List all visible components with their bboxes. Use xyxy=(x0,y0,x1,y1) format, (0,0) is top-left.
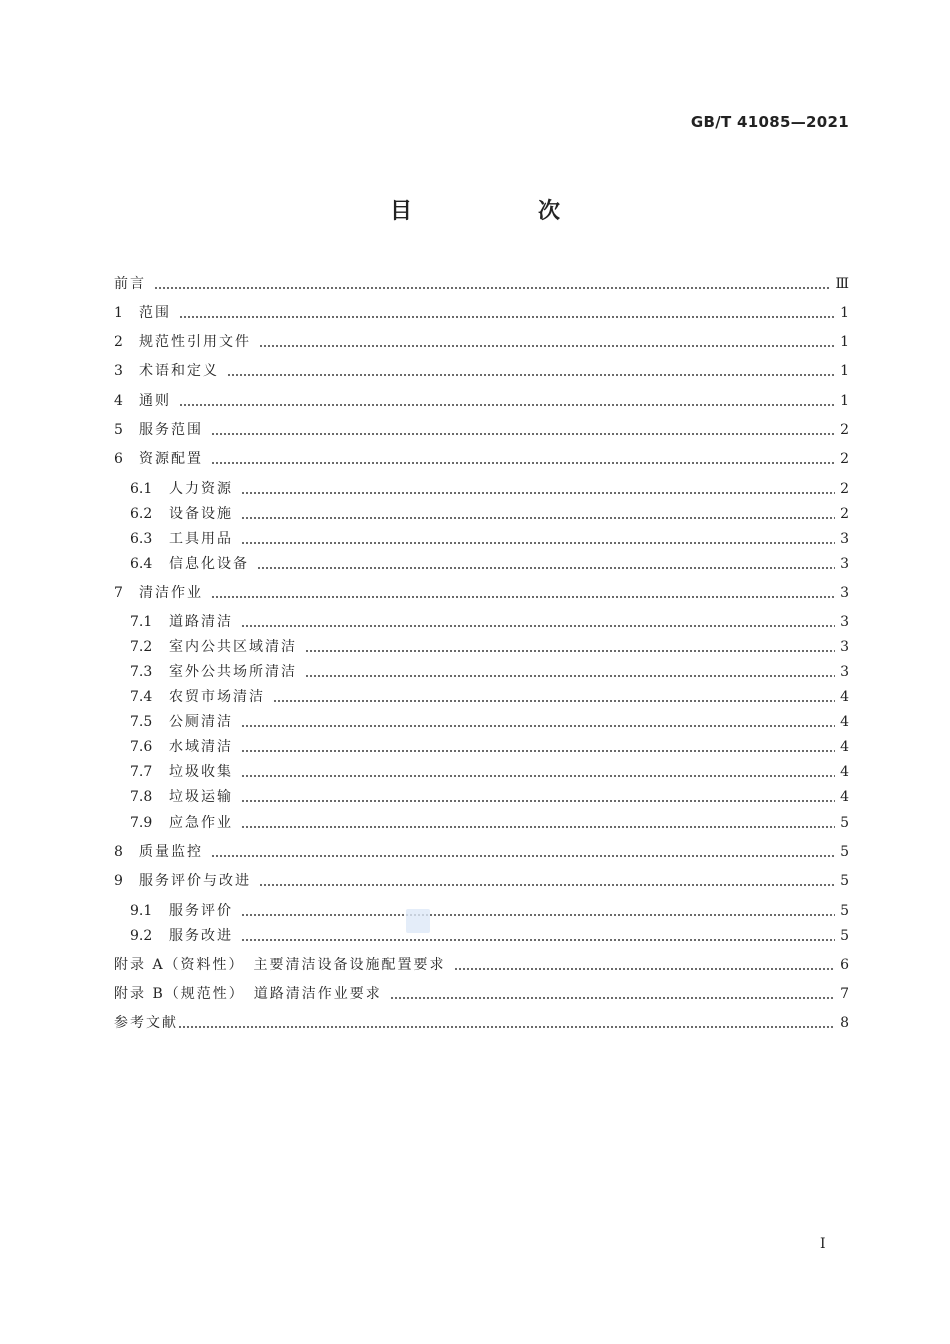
toc-dot-leader xyxy=(273,687,835,707)
toc-entry[interactable] xyxy=(130,901,849,921)
toc-entry[interactable] xyxy=(114,984,849,1004)
toc-entry-page: 4 xyxy=(840,689,849,705)
toc-entry-page: 3 xyxy=(840,556,849,572)
toc-entry-number: 7.6 xyxy=(130,739,153,755)
toc-entry-label: 服务改进 xyxy=(169,928,233,944)
toc-entry-page: 5 xyxy=(840,815,849,831)
toc-entry-number: 7.8 xyxy=(130,789,153,805)
toc-entry[interactable] xyxy=(130,637,849,657)
toc-entry-label: 参考文献 xyxy=(114,1015,178,1031)
toc-entry-page: 4 xyxy=(840,739,849,755)
toc-entry-label: 清洁作业 xyxy=(139,585,203,601)
toc-dot-leader xyxy=(211,842,835,862)
toc-entry-label: 服务评价 xyxy=(169,903,233,919)
toc-dot-leader xyxy=(305,662,835,682)
toc-entry-number: 9.2 xyxy=(130,928,153,944)
toc-entry-number: 2 xyxy=(114,334,123,350)
toc-entry[interactable] xyxy=(130,479,849,499)
toc-entry-number: 6.4 xyxy=(130,556,153,572)
toc-entry[interactable] xyxy=(130,529,849,549)
toc-entry-label: 附录 A（资料性） 主要清洁设备设施配置要求 xyxy=(114,957,446,973)
toc-entry[interactable] xyxy=(130,926,849,946)
toc-entry-label: 规范性引用文件 xyxy=(139,334,251,350)
toc-entry[interactable] xyxy=(114,274,849,294)
toc-entry[interactable] xyxy=(130,662,849,682)
toc-entry[interactable] xyxy=(114,332,849,352)
toc-entry[interactable] xyxy=(130,813,849,833)
toc-entry-label: 信息化设备 xyxy=(169,556,249,572)
toc-entry-number: 7.3 xyxy=(130,664,153,680)
page-number: I xyxy=(820,1236,826,1252)
toc-entry-page: 5 xyxy=(840,928,849,944)
toc-entry-label: 人力资源 xyxy=(169,481,233,497)
toc-entry-page: 2 xyxy=(840,481,849,497)
toc-dot-leader xyxy=(241,926,835,946)
toc-entry[interactable] xyxy=(114,1013,849,1033)
toc-dot-leader xyxy=(179,391,835,411)
toc-dot-leader xyxy=(241,762,835,782)
toc-dot-leader xyxy=(241,813,835,833)
toc-entry-label: 工具用品 xyxy=(169,531,233,547)
toc-entry-page: 5 xyxy=(840,844,849,860)
toc-entry-label: 服务评价与改进 xyxy=(139,873,251,889)
toc-entry-page: 5 xyxy=(840,903,849,919)
toc-dot-leader xyxy=(241,787,835,807)
toc-entry-label: 道路清洁 xyxy=(169,614,233,630)
toc-dot-leader xyxy=(305,637,835,657)
toc-entry-page: 1 xyxy=(840,393,849,409)
toc-entry[interactable] xyxy=(130,762,849,782)
toc-entry-number: 7.7 xyxy=(130,764,153,780)
toc-entry-page: 1 xyxy=(840,334,849,350)
toc-dot-leader xyxy=(241,712,835,732)
document-code: GB/T 41085—2021 xyxy=(690,113,849,131)
toc-entry-label: 应急作业 xyxy=(169,815,233,831)
toc-entry[interactable] xyxy=(114,955,849,975)
toc-entry-page: 4 xyxy=(840,764,849,780)
toc-entry[interactable] xyxy=(130,687,849,707)
toc-entry-label: 通则 xyxy=(139,393,171,409)
toc-entry[interactable] xyxy=(130,554,849,574)
toc-entry-page: 6 xyxy=(840,957,849,973)
toc-entry-label: 附录 B（规范性） 道路清洁作业要求 xyxy=(114,986,382,1002)
toc-dot-leader xyxy=(211,583,835,603)
toc-entry-page: 3 xyxy=(840,614,849,630)
toc-dot-leader xyxy=(178,1013,835,1033)
toc-entry-label: 农贸市场清洁 xyxy=(169,689,265,705)
toc-title: 目 次 xyxy=(389,199,612,224)
toc-entry-page: 3 xyxy=(840,639,849,655)
toc-dot-leader xyxy=(241,479,835,499)
toc-entry-page: 1 xyxy=(840,363,849,379)
toc-dot-leader xyxy=(241,612,835,632)
toc-dot-leader xyxy=(154,274,831,294)
toc-entry-number: 9.1 xyxy=(130,903,153,919)
toc-entry[interactable] xyxy=(114,361,849,381)
watermark-icon xyxy=(406,909,430,933)
toc-entry-number: 7.4 xyxy=(130,689,153,705)
toc-entry-number: 7.5 xyxy=(130,714,153,730)
toc-entry-number: 3 xyxy=(114,363,123,379)
toc-entry[interactable] xyxy=(130,612,849,632)
toc-entry[interactable] xyxy=(114,420,849,440)
toc-entry-page: Ⅲ xyxy=(835,276,849,292)
toc-entry[interactable] xyxy=(114,303,849,323)
toc-entry[interactable] xyxy=(130,504,849,524)
toc-entry-number: 7.2 xyxy=(130,639,153,655)
toc-entry-page: 1 xyxy=(840,305,849,321)
toc-entry[interactable] xyxy=(130,737,849,757)
toc-entry-page: 3 xyxy=(840,664,849,680)
toc-dot-leader xyxy=(211,420,835,440)
toc-entry-page: 3 xyxy=(840,531,849,547)
toc-entry-number: 6.2 xyxy=(130,506,153,522)
toc-entry-page: 4 xyxy=(840,789,849,805)
toc-dot-leader xyxy=(257,554,835,574)
toc-entry-label: 术语和定义 xyxy=(139,363,219,379)
toc-entry[interactable] xyxy=(114,391,849,411)
toc-entry-number: 1 xyxy=(114,305,123,321)
toc-entry-label: 公厕清洁 xyxy=(169,714,233,730)
toc-dot-leader xyxy=(241,504,835,524)
toc-entry[interactable] xyxy=(130,787,849,807)
toc-entry[interactable] xyxy=(114,871,849,891)
toc-dot-leader xyxy=(241,901,835,921)
toc-entry-number: 8 xyxy=(114,844,123,860)
toc-entry-label: 质量监控 xyxy=(139,844,203,860)
toc-entry-label: 服务范围 xyxy=(139,422,203,438)
toc-entry-number: 7.9 xyxy=(130,815,153,831)
toc-entry-label: 垃圾收集 xyxy=(169,764,233,780)
toc-entry-page: 2 xyxy=(840,506,849,522)
toc-entry-label: 室外公共场所清洁 xyxy=(169,664,297,680)
toc-entry[interactable] xyxy=(114,449,849,469)
toc-dot-leader xyxy=(390,984,835,1004)
toc-entry[interactable] xyxy=(114,842,849,862)
toc-entry-label: 水域清洁 xyxy=(169,739,233,755)
toc-entry-number: 9 xyxy=(114,873,123,889)
toc-entry-page: 5 xyxy=(840,873,849,889)
toc-entry-number: 6.3 xyxy=(130,531,153,547)
toc-dot-leader xyxy=(259,332,835,352)
toc-dot-leader xyxy=(241,737,835,757)
toc-entry-number: 4 xyxy=(114,393,123,409)
toc-entry-label: 垃圾运输 xyxy=(169,789,233,805)
toc-entry-page: 2 xyxy=(840,451,849,467)
toc-entry-label: 设备设施 xyxy=(169,506,233,522)
toc-entry-page: 8 xyxy=(840,1015,849,1031)
toc-entry-number: 7.1 xyxy=(130,614,153,630)
toc-entry-number: 5 xyxy=(114,422,123,438)
toc-entry-label: 资源配置 xyxy=(139,451,203,467)
toc-dot-leader xyxy=(227,361,835,381)
toc-entry[interactable] xyxy=(114,583,849,603)
toc-dot-leader xyxy=(454,955,835,975)
toc-dot-leader xyxy=(241,529,835,549)
toc-entry-label: 前言 xyxy=(114,276,146,292)
toc-entry-number: 6 xyxy=(114,451,123,467)
toc-dot-leader xyxy=(211,449,835,469)
toc-entry-page: 7 xyxy=(840,986,849,1002)
toc-entry-label: 范围 xyxy=(139,305,171,321)
toc-entry-number: 6.1 xyxy=(130,481,153,497)
toc-entry-page: 3 xyxy=(840,585,849,601)
toc-entry-label: 室内公共区域清洁 xyxy=(169,639,297,655)
toc-entry-page: 2 xyxy=(840,422,849,438)
toc-entry-page: 4 xyxy=(840,714,849,730)
toc-dot-leader xyxy=(179,303,835,323)
toc-dot-leader xyxy=(259,871,835,891)
toc-entry[interactable] xyxy=(130,712,849,732)
toc-entry-number: 7 xyxy=(114,585,123,601)
